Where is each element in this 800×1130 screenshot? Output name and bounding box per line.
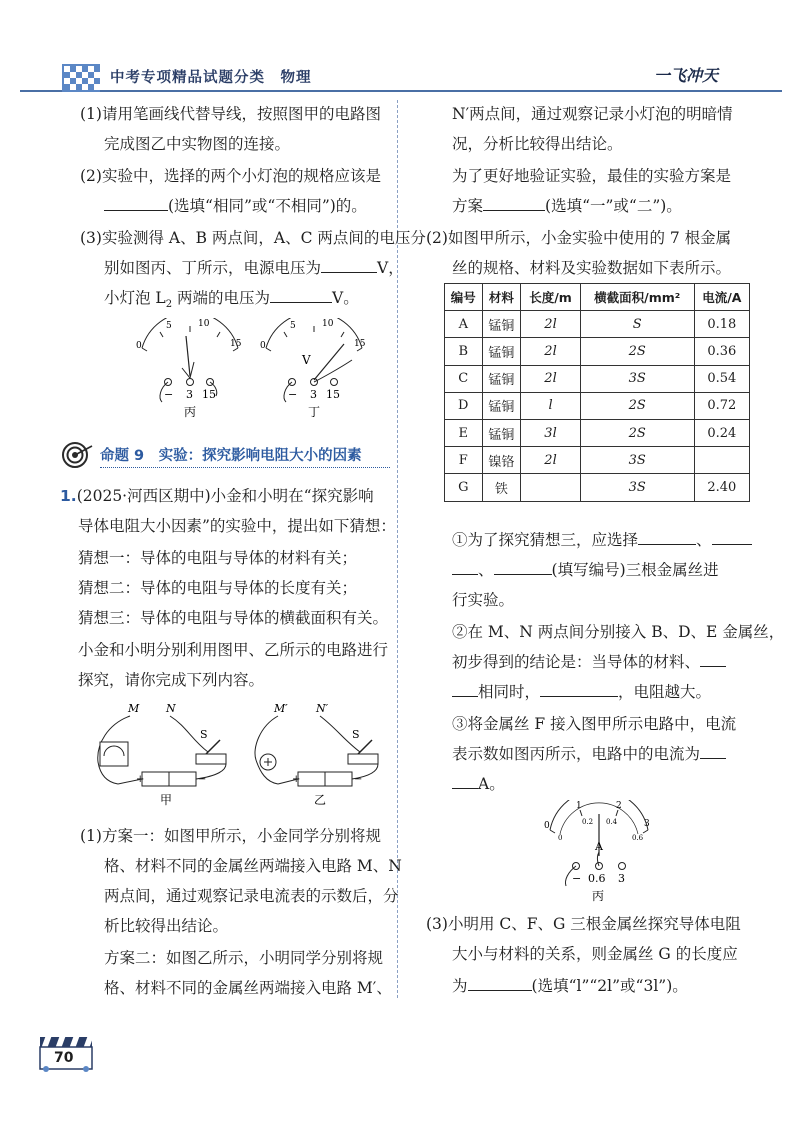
page-number-badge (36, 1035, 96, 1073)
header-logo-icon (62, 64, 100, 92)
svg-text:10: 10 (322, 319, 334, 329)
ammeter-bing-figure (540, 800, 658, 908)
right-line3: 为了更好地验证实验，最佳的实验方案是 (452, 167, 732, 185)
meter-tick-label: 10 (198, 319, 210, 329)
q3-line3: 为 (选填“l”“2l”或“3l”)。 (452, 977, 688, 995)
answer-blank[interactable] (638, 529, 696, 545)
meter-tick-label: 5 (166, 321, 172, 331)
table-header: 长度/m (521, 284, 580, 311)
sub-q2-line3: 相同时， ，电阻越大。 (452, 680, 711, 704)
sub-q1-line3: 行实验。 (452, 591, 515, 609)
answer-blank[interactable] (452, 559, 478, 575)
voltmeter-ding-figure (256, 318, 372, 422)
svg-text:A: A (595, 840, 603, 853)
circuit-jia-figure (88, 700, 248, 806)
svg-text:5: 5 (290, 321, 296, 331)
q3-line1: (3)小明用 C、F、G 三根金属丝探究导体电阻 (426, 915, 741, 933)
sub-q1-line1: ①为了探究猜想三，应选择 、 (452, 528, 752, 552)
svg-text:15: 15 (202, 388, 216, 401)
answer-blank[interactable] (700, 743, 726, 759)
book-title: 中考专项精品试题分类 物理 (110, 70, 312, 86)
meter-tick-label: 15 (230, 339, 242, 349)
page-number: 70 (54, 1050, 74, 1066)
svg-text:0: 0 (558, 834, 563, 842)
q1-hypothesis-2: 猜想二：导体的电阻与导体的长度有关； (78, 579, 358, 597)
table-row: F 镍铬 2l 3S (445, 447, 750, 474)
q-part3-line2: 别如图丙、丁所示，电源电压为 V， (104, 259, 404, 277)
topic-underline (100, 467, 390, 468)
figure-caption: 甲 (160, 793, 173, 806)
answer-blank[interactable] (104, 195, 168, 211)
svg-text:0.6: 0.6 (588, 872, 606, 885)
q-part3-line1: (3)实验测得 A、B 两点间，A、C 两点间的电压分 (80, 229, 426, 247)
scheme1-line3: 两点间，通过观察记录电流表的示数后，分 (104, 887, 399, 905)
svg-text:N′: N′ (316, 702, 329, 715)
right-q2-line2: 丝的规格、材料及实验数据如下表所示。 (452, 259, 732, 277)
svg-text:0: 0 (260, 341, 266, 351)
svg-text:−: − (354, 774, 363, 785)
answer-blank[interactable] (712, 529, 752, 545)
figure-caption: 丁 (308, 405, 321, 419)
svg-text:15: 15 (326, 388, 340, 401)
table-row: E 锰铜 3l 2S 0.24 (445, 419, 750, 446)
figure-caption: 乙 (314, 793, 327, 806)
q-part3-line3: 小灯泡 $L_2$ 两端的电压为 V。 (104, 289, 359, 311)
switch-icon (196, 754, 226, 764)
table-header: 编号 (445, 284, 483, 311)
circuit-yi-figure (248, 700, 398, 806)
svg-text:3: 3 (186, 388, 193, 401)
svg-text:S: S (200, 728, 208, 741)
answer-blank[interactable] (540, 681, 618, 697)
q-part2-line1: (2)实验中，选择的两个小灯泡的规格应该是 (80, 167, 381, 185)
switch-icon (348, 754, 378, 764)
q1-hypothesis-3: 猜想三：导体的电阻与导体的横截面积有关。 (78, 609, 389, 627)
sub-q2-line2: 初步得到的结论是：当导体的材料、 (452, 650, 726, 674)
table-header: 电流/A (694, 284, 749, 311)
table-row: B 锰铜 2l 2S 0.36 (445, 338, 750, 365)
answer-blank[interactable] (452, 773, 478, 789)
q-part1-line2: 完成图乙中实物图的连接。 (104, 135, 291, 153)
svg-text:3: 3 (310, 388, 317, 401)
scheme2-line1: 方案二：如图乙所示，小明同学分别将规 (104, 949, 384, 967)
table-header: 横截面积/mm² (580, 284, 694, 311)
brand-logo: 一飞冲天 (654, 66, 719, 85)
q3-line2: 大小与材料的关系，则金属丝 G 的长度应 (452, 945, 738, 963)
table-row: A 锰铜 2l S 0.18 (445, 311, 750, 338)
q1-line6: 小金和小明分别利用图甲、乙所示的电路进行 (78, 641, 389, 659)
svg-text:0.4: 0.4 (606, 818, 618, 826)
q-part2-line2: (选填“相同”或“不相同”)的。 (104, 194, 367, 218)
answer-blank[interactable] (468, 975, 532, 991)
sub-q2-line1: ②在 M、N 两点间分别接入 B、D、E 金属丝， (452, 623, 785, 641)
svg-text:−: − (288, 388, 298, 401)
svg-text:3: 3 (618, 872, 625, 885)
svg-text:+: + (136, 774, 145, 785)
right-q2-line1: (2)如图甲所示，小金实验中使用的 7 根金属 (426, 229, 732, 247)
scheme2-line2: 格、材料不同的金属丝两端接入电路 M′、 (104, 979, 392, 997)
scheme1-line1: (1)方案一：如图甲所示，小金同学分别将规 (80, 827, 381, 845)
scheme1-line2: 格、材料不同的金属丝两端接入电路 M、N (104, 857, 402, 875)
topic-title: 命题 9 实验：探究影响电阻大小的因素 (100, 448, 362, 464)
right-line1: N′两点间，通过观察记录小灯泡的明暗情 (452, 105, 733, 123)
topic-header (60, 440, 390, 470)
q1-hypothesis-1: 猜想一：导体的电阻与导体的材料有关； (78, 549, 358, 567)
svg-text:M′: M′ (274, 702, 288, 715)
answer-blank[interactable] (494, 559, 552, 575)
svg-text:1: 1 (576, 801, 582, 811)
q-part1-line1: (1)请用笔画线代替导线，按照图甲的电路图 (80, 105, 381, 123)
svg-text:S: S (352, 728, 360, 741)
target-icon (60, 440, 94, 470)
answer-blank[interactable] (700, 651, 726, 667)
svg-text:+: + (292, 774, 301, 785)
figure-caption: 丙 (592, 889, 605, 903)
meter-needle (186, 336, 190, 376)
figure-caption: 丙 (184, 405, 197, 419)
svg-text:0.2: 0.2 (582, 818, 594, 826)
svg-text:0.6: 0.6 (632, 834, 644, 842)
answer-blank[interactable] (321, 257, 377, 273)
svg-text:M: M (128, 702, 140, 715)
q1-line2: 导体电阻大小因素”的实验中，提出如下猜想： (78, 517, 396, 535)
svg-text:−: − (198, 774, 207, 785)
table-row: G 铁 3S 2.40 (445, 474, 750, 501)
q1-line7: 探究，请你完成下列内容。 (78, 671, 265, 689)
sub-q3-line2: 表示数如图丙所示，电路中的电流为 (452, 742, 726, 766)
voltmeter-bing-figure (132, 318, 248, 422)
q1-line1: 1.(2025·河西区期中)小金和小明在“探究影响 (60, 487, 374, 505)
svg-text:V: V (302, 353, 311, 367)
svg-text:−: − (572, 872, 582, 885)
svg-text:0: 0 (544, 821, 550, 831)
answer-blank[interactable] (452, 681, 478, 697)
table-row: D 锰铜 l 2S 0.72 (445, 392, 750, 419)
table-header: 材料 (482, 284, 521, 311)
table-row: C 锰铜 2l 3S 0.54 (445, 365, 750, 392)
table-header-row (445, 284, 750, 311)
svg-text:N: N (166, 702, 176, 715)
scheme1-line4: 析比较得出结论。 (104, 917, 229, 935)
answer-blank[interactable] (270, 287, 332, 303)
sub-q1-line2: 、 (填写编号)三根金属丝进 (452, 558, 719, 582)
sub-q3-line1: ③将金属丝 F 接入图甲所示电路中，电流 (452, 715, 737, 733)
right-line2: 况，分析比较得出结论。 (452, 135, 623, 153)
meter-tick-label: 0 (136, 341, 142, 351)
svg-text:15: 15 (354, 339, 366, 349)
svg-text:2: 2 (616, 801, 622, 811)
sub-q3-line3: A。 (452, 772, 505, 796)
right-line4: 方案 (选填“一”或“二”)。 (452, 197, 682, 215)
answer-blank[interactable] (483, 195, 545, 211)
metal-wire-table (444, 283, 750, 502)
svg-text:3: 3 (644, 819, 650, 829)
svg-text:−: − (164, 388, 174, 401)
